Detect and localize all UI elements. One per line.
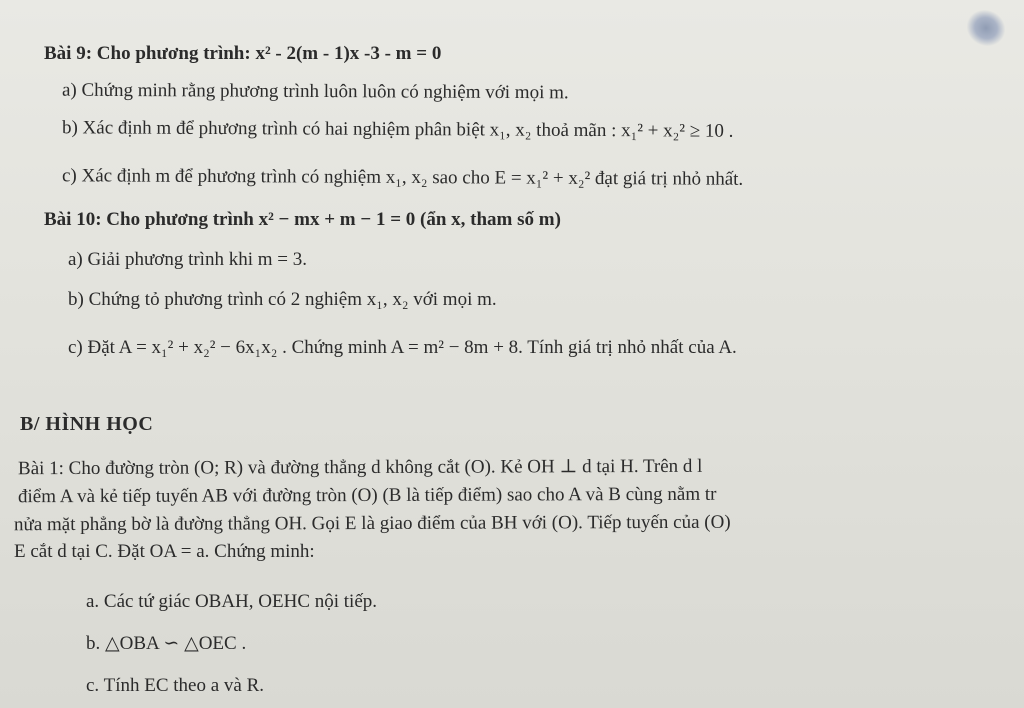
- problem-10-part-b: b) Chứng tỏ phương trình có 2 nghiệm x₁, x₂ với mọi m.: [68, 289, 497, 310]
- geometry-problem-1-line-3: nửa mặt phẳng bờ là đường thẳng OH. Gọi E là giao điểm của BH với (O). Tiếp tuyến của (O): [13, 511, 731, 536]
- problem-9-title: Bài 9: Cho phương trình: x² - 2(m - 1)x -3 - m = 0: [44, 43, 442, 64]
- geometry-problem-1-line-1: Bài 1: Cho đường tròn (O; R) và đường thẳng d không cắt (O). Kẻ OH ⊥ d tại H. Trên d l: [17, 455, 703, 480]
- problem-9-part-c: c) Xác định m để phương trình có nghiệm x₁, x₂ sao cho E = x₁² + x₂² đạt giá trị nhỏ nhất.: [61, 165, 744, 190]
- geometry-problem-1-line-2: điểm A và kẻ tiếp tuyến AB với đường tròn (O) (B là tiếp điểm) sao cho A và B cùng nằm tr: [17, 483, 717, 508]
- ink-smudge: [960, 3, 1011, 53]
- problem-10-part-a: a) Giải phương trình khi m = 3.: [68, 249, 307, 270]
- problem-10-title: Bài 10: Cho phương trình x² − mx + m − 1 = 0 (ẩn x, tham số m): [44, 209, 561, 230]
- problem-9-part-a: a) Chứng minh rằng phương trình luôn luôn có nghiệm với mọi m.: [61, 79, 569, 104]
- geometry-problem-1-line-4: E cắt d tại C. Đặt OA = a. Chứng minh:: [14, 541, 315, 562]
- problem-10-part-c: c) Đặt A = x₁² + x₂² − 6x₁x₂ . Chứng minh A = m² − 8m + 8. Tính giá trị nhỏ nhất của A.: [68, 337, 737, 358]
- geometry-part-a: a. Các tứ giác OBAH, OEHC nội tiếp.: [86, 591, 378, 612]
- geometry-part-b: b. △OBA ∽ △OEC .: [86, 633, 247, 654]
- section-heading-geometry: B/ HÌNH HỌC: [20, 413, 154, 435]
- geometry-part-c: c. Tính EC theo a và R.: [86, 675, 265, 696]
- problem-9-part-b: b) Xác định m để phương trình có hai nghiệm phân biệt x₁, x₂ thoả mãn : x₁² + x₂² ≥ 10 .: [61, 117, 734, 142]
